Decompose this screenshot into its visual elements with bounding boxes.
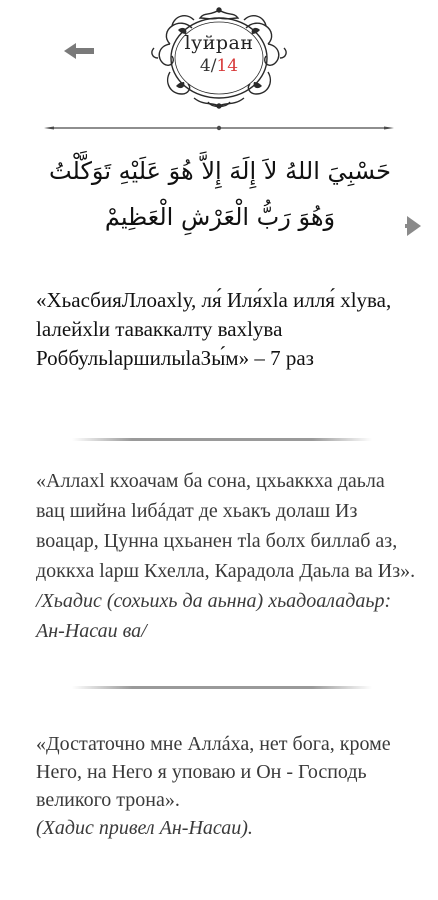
counter-current: 4: [199, 56, 211, 76]
header-divider: [44, 124, 394, 132]
chevron-right-icon: [403, 212, 425, 240]
page-counter: [148, 56, 290, 76]
hadith-chechen-source: /Хьадис (сохьихь да аьнна) хьадоаладаьр: Ан-Насаи ва/: [36, 590, 392, 642]
next-button[interactable]: [403, 212, 425, 240]
header: [0, 0, 438, 115]
arabic-dua: حَسْبِيَ اللهُ لاَ إِلَهَ إِلاَّ هُوَ عَلَيْهِ تَوَكَّلْتُ وَهُوَ رَبُّ الْعَرْشِ الْعَظِيمْ: [48, 157, 392, 231]
section-divider: [72, 438, 372, 441]
counter-total: 14: [216, 56, 239, 76]
hadith-chechen: [36, 466, 416, 646]
hadith-chechen-text: «Аллахl кхоачам ба сона, цхьаккха даьла вац шийна lибáдат де хьакъ долаш Из воацар, Цунна цхьанен тlа болх биллаб аз, доккха lарш Кхелла, Карадола Даьла ва Из».: [36, 470, 416, 582]
arrow-left-icon: [62, 40, 98, 62]
hadith-russian-source: (Хадис привел Ан-Насаи).: [36, 817, 253, 839]
counter-separator: /: [210, 56, 217, 76]
hadith-russian-text: «Достаточно мне Аллáха, нет бога, кроме Него, на Него я уповаю и Он - Господь великого трона».: [36, 733, 391, 811]
section-divider: [72, 686, 372, 689]
transliteration-text: «ХьасбияЛлоахlу, ля́ Иля́хlа илля́ хlува, lалейхlи таваккалту вахlува РоббульlаршилыlаЗы́м» – 7 раз: [36, 288, 392, 370]
page-title: lуйран: [184, 32, 254, 54]
hadith-russian: [36, 730, 416, 842]
back-button[interactable]: [62, 40, 98, 62]
